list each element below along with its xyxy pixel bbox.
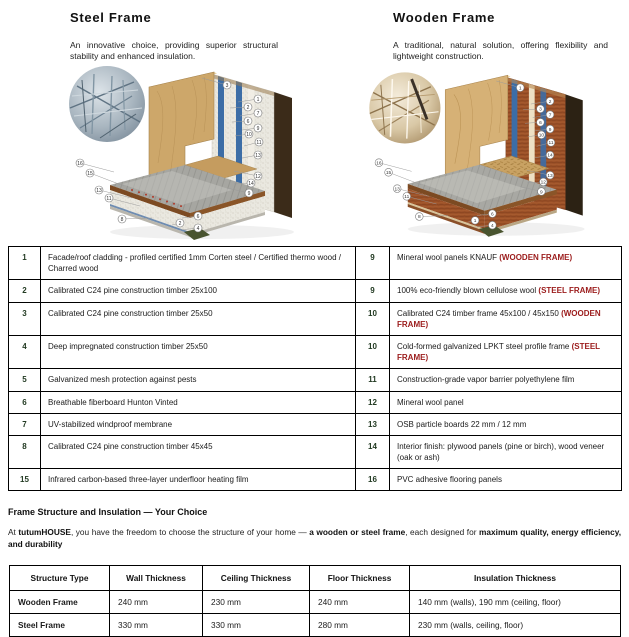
callout-number: 11 — [256, 139, 262, 146]
callout-number: 11 — [106, 195, 112, 202]
callout-leader-line — [379, 163, 412, 172]
thickness-value-cell: 330 mm — [203, 614, 310, 637]
material-description: Calibrated C24 pine construction timber 45x45 — [41, 435, 356, 468]
steel-frame-diagram — [52, 66, 337, 244]
material-text: Mineral wool panels KNAUF — [397, 253, 500, 262]
callout-number: 3 — [539, 107, 542, 113]
callout-number: 2 — [246, 104, 250, 111]
material-row — [9, 335, 622, 368]
callout-number: 6 — [246, 118, 250, 125]
materials-legend-table — [8, 246, 622, 491]
callout-number: 14 — [547, 153, 553, 159]
material-row — [9, 469, 622, 491]
material-number: 10 — [356, 302, 390, 335]
callout-number: 15 — [87, 170, 93, 177]
material-row — [9, 302, 622, 335]
callout-number: 3 — [225, 82, 229, 89]
callout-number: 11 — [548, 141, 554, 147]
material-number: 3 — [9, 302, 41, 335]
callout-leader-line — [80, 163, 114, 172]
material-text: 100% eco-friendly blown cellulose wool — [397, 286, 539, 296]
callout-number: 12 — [255, 173, 261, 180]
callout-number: 10 — [538, 133, 545, 139]
quality-emphasis: maximum quality, energy efficiency, and durability — [8, 527, 621, 549]
thickness-value-cell: 230 mm — [203, 591, 310, 614]
callout-number: 6 — [491, 212, 494, 218]
paragraph-text: , each designed for — [405, 527, 480, 537]
callout-number: 2 — [178, 220, 182, 227]
callout-number: 13 — [394, 187, 400, 193]
spec-row — [10, 591, 621, 614]
callout-number: 2 — [548, 99, 552, 105]
callout-number: 6 — [539, 121, 542, 127]
brand-name: tutumHOUSE — [18, 527, 71, 537]
callout-number: 4 — [491, 223, 494, 229]
material-row — [9, 435, 622, 468]
callout-number: 9 — [540, 190, 543, 196]
material-description: Calibrated C24 pine construction timber 25x100 — [41, 280, 356, 302]
callout-number: 11 — [404, 195, 410, 201]
callout-number: 4 — [196, 225, 200, 232]
thickness-comparison-table — [9, 565, 621, 637]
material-description: Infrared carbon-based three-layer underfloor heating film — [41, 469, 356, 491]
callout-number: 16 — [376, 161, 382, 167]
thickness-value-cell: 240 mm — [110, 591, 203, 614]
material-number: 14 — [356, 435, 390, 468]
paragraph-text: At — [8, 527, 19, 537]
structure-type-cell: Steel Frame — [10, 614, 110, 637]
spec-column-header: Structure Type — [10, 566, 110, 591]
steel-frame-section-header — [70, 10, 278, 62]
wooden-frame-title: Wooden Frame — [393, 10, 496, 25]
material-number: 12 — [356, 391, 390, 413]
frame-type-emphasis: (STEEL FRAME) — [397, 341, 600, 363]
material-description — [390, 469, 622, 491]
callout-number: 1 — [473, 219, 477, 225]
callout-number: 13 — [255, 152, 261, 159]
callout-number: 9 — [256, 125, 260, 132]
callout-number: 14 — [248, 180, 254, 187]
frame-type-emphasis: (WOODEN FRAME) — [499, 253, 573, 262]
material-description: Deep impregnated construction timber 25x50 — [41, 335, 356, 368]
material-number: 5 — [9, 369, 41, 391]
callout-number: 16 — [77, 160, 83, 167]
material-text: Calibrated C24 timber frame 45x100 / 45x150 — [397, 308, 562, 318]
spec-column-header: Ceiling Thickness — [203, 566, 310, 591]
steel-frame-inset-photo — [69, 66, 145, 142]
wooden-frame-section-header — [393, 10, 608, 62]
callout-leader-line — [90, 173, 124, 186]
steel-frame-description: An innovative choice, providing superior structural stability and enhanced insulation. — [70, 40, 278, 62]
material-number: 10 — [356, 335, 390, 368]
paragraph-text: , you have the freedom to choose the structure of your home — — [70, 527, 310, 537]
frame-structure-heading: Frame Structure and Insulation — Your Choice — [8, 507, 208, 517]
wooden-frame-diagram — [352, 66, 626, 244]
callout-number: 8 — [417, 215, 421, 221]
callout-number: 1 — [256, 96, 260, 103]
wooden-frame-inset-photo — [369, 72, 440, 143]
callout-number: 8 — [120, 216, 124, 223]
material-number: 15 — [9, 469, 41, 491]
callout-number: 7 — [548, 113, 552, 119]
wooden-frame-description: A traditional, natural solution, offering flexibility and lightweight construction. — [393, 40, 608, 62]
material-text: Interior finish: plywood panels (pine or birch), wood veneer (oak or ash) — [397, 441, 605, 463]
material-description — [390, 247, 622, 280]
callout-number: 15 — [385, 171, 392, 177]
spec-column-header: Wall Thickness — [110, 566, 203, 591]
material-description — [390, 391, 622, 413]
frame-type-emphasis: (WOODEN FRAME) — [397, 308, 601, 329]
material-text: Cold-formed galvanized LPKT steel profile frame — [397, 341, 572, 351]
callout-number: 12 — [540, 180, 546, 186]
frame-type-emphasis: (STEEL FRAME) — [538, 286, 601, 296]
material-number: 1 — [9, 247, 41, 280]
material-description — [390, 335, 622, 368]
thickness-value-cell: 240 mm — [310, 591, 410, 614]
material-text: Mineral wool panel — [397, 397, 464, 407]
material-number: 7 — [9, 413, 41, 435]
material-description: Breathable fiberboard Hunton Vinted — [41, 391, 356, 413]
frame-choice-emphasis: a wooden or steel frame — [309, 527, 406, 537]
callout-number: 7 — [256, 110, 260, 117]
thickness-value-cell: 230 mm (walls, ceiling, floor) — [410, 614, 621, 637]
thickness-value-cell: 280 mm — [310, 614, 410, 637]
material-number: 2 — [9, 280, 41, 302]
material-description: Galvanized mesh protection against pests — [41, 369, 356, 391]
callout-number: 6 — [196, 213, 200, 220]
structure-type-cell: Wooden Frame — [10, 591, 110, 614]
material-description — [390, 413, 622, 435]
material-text: OSB particle boards 22 mm / 12 mm — [397, 419, 527, 429]
callout-number: 1 — [518, 86, 522, 92]
material-row — [9, 391, 622, 413]
material-number: 13 — [356, 413, 390, 435]
spec-column-header: Floor Thickness — [310, 566, 410, 591]
material-description: Facade/roof cladding - profiled certified 1mm Corten steel / Certified thermo wood / Charred wood — [41, 247, 356, 280]
spec-column-header: Insulation Thickness — [410, 566, 621, 591]
material-number: 11 — [356, 369, 390, 391]
material-number: 8 — [9, 435, 41, 468]
callout-number: 13 — [547, 173, 553, 179]
callout-number: 10 — [246, 131, 252, 138]
thickness-value-cell: 140 mm (walls), 190 mm (ceiling, floor) — [410, 591, 621, 614]
material-description — [390, 280, 622, 302]
spec-row — [10, 614, 621, 637]
material-description — [390, 435, 622, 468]
material-description — [390, 302, 622, 335]
material-number: 6 — [9, 391, 41, 413]
callout-number: 9 — [548, 127, 552, 133]
material-number: 4 — [9, 335, 41, 368]
material-number: 16 — [356, 469, 390, 491]
callout-number: 13 — [96, 187, 102, 194]
thickness-value-cell: 330 mm — [110, 614, 203, 637]
callout-leader-line — [389, 172, 422, 184]
material-number: 9 — [356, 247, 390, 280]
material-row — [9, 369, 622, 391]
material-row — [9, 413, 622, 435]
material-number: 9 — [356, 280, 390, 302]
material-description: Calibrated C24 pine construction timber 25x50 — [41, 302, 356, 335]
material-row — [9, 247, 622, 280]
material-row — [9, 280, 622, 302]
frame-structure-paragraph — [8, 527, 621, 550]
callout-number: 9 — [247, 190, 251, 197]
material-description — [390, 369, 622, 391]
material-text: PVC adhesive flooring panels — [397, 475, 502, 485]
steel-frame-title: Steel Frame — [70, 10, 152, 25]
material-description: UV-stabilized windproof membrane — [41, 413, 356, 435]
material-text: Construction-grade vapor barrier polyethylene film — [397, 375, 575, 385]
